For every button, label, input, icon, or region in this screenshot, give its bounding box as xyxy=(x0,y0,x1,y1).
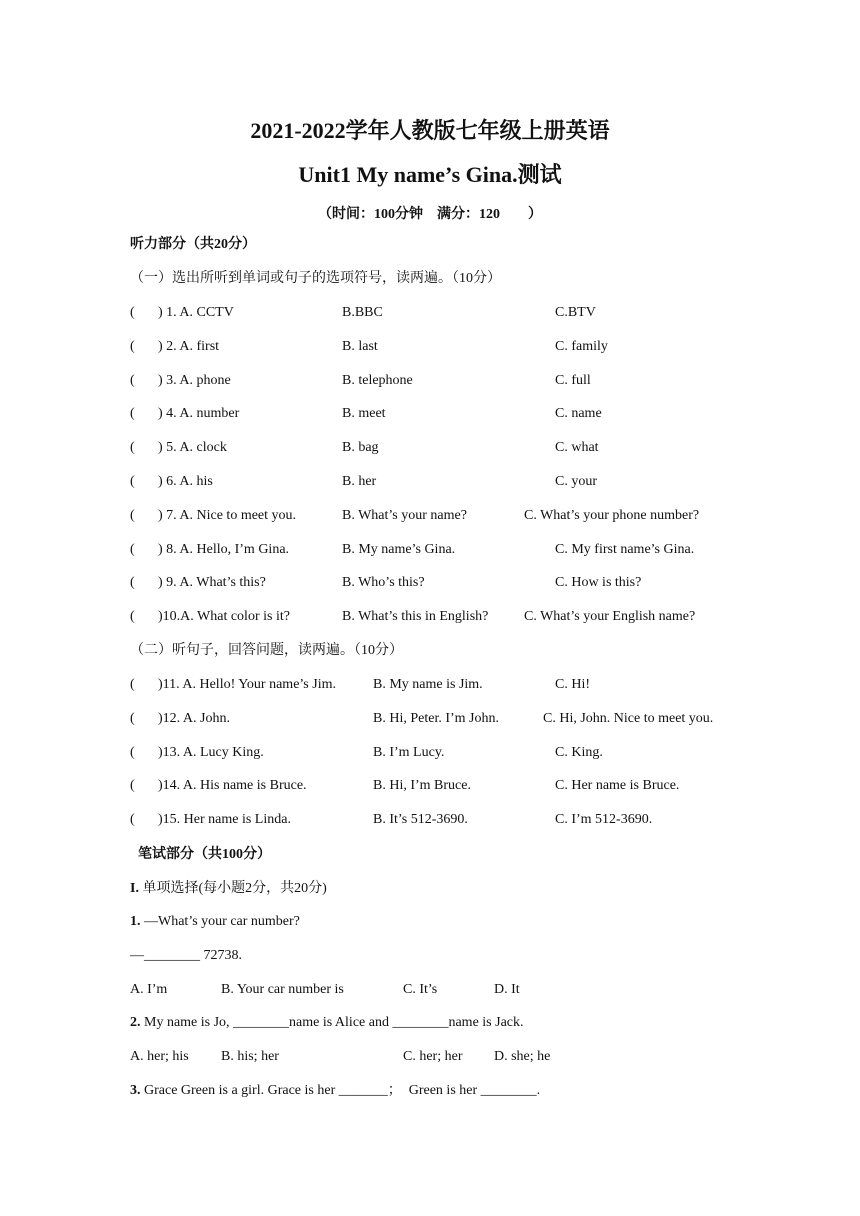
section1-heading xyxy=(130,879,327,899)
q1-number: 1. xyxy=(130,914,141,929)
section1-title: 单项选择(每小题2分，共20分) xyxy=(142,881,327,896)
option-c: C. Her name is Bruce. xyxy=(555,778,680,794)
answer-paren: ( xyxy=(130,372,135,388)
answer-paren: ( xyxy=(130,744,135,760)
option-b: B. It’s 512-3690. xyxy=(373,812,468,828)
option-c: C. What’s your English name? xyxy=(524,609,696,625)
part2-row xyxy=(0,810,860,830)
part2-row xyxy=(0,709,860,729)
part1-row xyxy=(0,472,860,492)
answer-paren: ( xyxy=(130,338,135,354)
answer-paren: ( xyxy=(130,609,135,625)
q2-options xyxy=(0,1047,860,1067)
section1-num: I. xyxy=(130,881,139,896)
option-b: B. Hi, Peter. I’m John. xyxy=(373,710,499,726)
option-a: ) 7. A. Nice to meet you. xyxy=(158,507,297,523)
part1-row xyxy=(0,540,860,560)
question-3 xyxy=(130,1081,540,1101)
option-b: B.BBC xyxy=(342,305,383,320)
option-c: C. I’m 512-3690. xyxy=(555,812,653,828)
answer-paren: ( xyxy=(130,778,135,794)
option-c: C. My first name’s Gina. xyxy=(555,541,695,557)
q2-text: My name is Jo, ________name is Alice and ________name is Jack. xyxy=(144,1015,524,1030)
part1-row xyxy=(0,506,860,526)
option-c: C. what xyxy=(555,440,599,456)
q2-number: 2. xyxy=(130,1015,141,1030)
option-b: B. What’s this in English? xyxy=(342,609,489,625)
answer-paren: ( xyxy=(130,474,135,489)
question-2 xyxy=(130,1013,524,1033)
option-c: C. full xyxy=(555,372,591,388)
answer-paren: ( xyxy=(130,812,135,828)
writing-heading: 笔试部分（共100分） xyxy=(138,847,271,862)
exam-meta: （时间：100分钟 满分：120 ） xyxy=(318,207,542,222)
question-1 xyxy=(130,912,300,932)
answer-paren: ( xyxy=(130,677,135,692)
q2-option-b: B. his; her xyxy=(221,1049,279,1064)
option-a: ) 2. A. first xyxy=(158,338,220,354)
option-c: C. How is this? xyxy=(555,575,642,591)
q1-options xyxy=(0,980,860,1000)
option-b: B. My name is Jim. xyxy=(373,677,483,692)
answer-paren: ( xyxy=(130,710,135,726)
option-b: B. telephone xyxy=(342,372,413,388)
q1-option-d: D. It xyxy=(494,982,520,997)
option-b: B. My name’s Gina. xyxy=(342,541,456,557)
part1-row xyxy=(0,438,860,458)
option-a: ) 3. A. phone xyxy=(158,372,231,388)
part2-heading: （二）听句子，回答问题，读两遍。（10分） xyxy=(130,643,403,658)
q1-option-a: A. I’m xyxy=(130,982,168,997)
option-c: C. Hi! xyxy=(555,677,590,692)
q2-option-d: D. she; he xyxy=(494,1049,551,1064)
answer-paren: ( xyxy=(130,406,135,422)
part2-row xyxy=(0,743,860,763)
answer-paren: ( xyxy=(130,440,135,456)
option-a: ) 9. A. What’s this? xyxy=(158,575,266,591)
page-title: 2021-2022学年人教版七年级上册英语 xyxy=(250,118,610,143)
option-c: C. your xyxy=(555,474,597,489)
option-a: ) 8. A. Hello, I’m Gina. xyxy=(158,541,290,557)
option-b: B. last xyxy=(342,338,378,354)
option-a: ) 6. A. his xyxy=(158,474,213,489)
answer-paren: ( xyxy=(130,507,135,523)
part2-row xyxy=(0,675,860,695)
part1-row xyxy=(0,607,860,627)
option-a: )15. Her name is Linda. xyxy=(158,812,291,828)
option-c: C. What’s your phone number? xyxy=(524,507,700,523)
option-c: C.BTV xyxy=(555,305,596,320)
answer-paren: ( xyxy=(130,541,135,557)
option-a: )12. A. John. xyxy=(158,710,230,726)
option-a: ) 4. A. number xyxy=(158,406,240,422)
option-c: C. Hi, John. Nice to meet you. xyxy=(543,710,714,726)
part1-row xyxy=(0,337,860,357)
option-c: C. name xyxy=(555,406,602,422)
q1-option-b: B. Your car number is xyxy=(221,982,344,997)
page-subtitle: Unit1 My name’s Gina.测试 xyxy=(298,162,562,187)
option-a: )14. A. His name is Bruce. xyxy=(158,778,307,794)
part1-row xyxy=(0,404,860,424)
q1-answer-line: —________ 72738. xyxy=(130,948,242,963)
option-b: B. I’m Lucy. xyxy=(373,744,445,760)
option-b: B. Who’s this? xyxy=(342,575,425,591)
option-b: B. What’s your name? xyxy=(342,507,467,523)
q2-option-c: C. her; her xyxy=(403,1049,463,1064)
option-a: )10.A. What color is it? xyxy=(158,609,290,625)
option-a: )11. A. Hello! Your name’s Jim. xyxy=(158,677,336,692)
listening-heading: 听力部分（共20分） xyxy=(130,237,256,252)
part2-row xyxy=(0,776,860,796)
option-a: )13. A. Lucy King. xyxy=(158,744,264,760)
part1-heading: （一）选出所听到单词或句子的选项符号，读两遍。（10分） xyxy=(130,271,501,286)
option-c: C. family xyxy=(555,338,608,354)
part1-row xyxy=(0,573,860,593)
option-c: C. King. xyxy=(555,744,603,760)
q1-text: —What’s your car number? xyxy=(144,914,300,929)
q3-text: Grace Green is a girl. Grace is her _______； Green is her ________. xyxy=(144,1083,541,1098)
q3-number: 3. xyxy=(130,1083,141,1098)
part1-row xyxy=(0,371,860,391)
option-a: ) 1. A. CCTV xyxy=(158,305,234,320)
option-b: B. her xyxy=(342,474,377,489)
answer-paren: ( xyxy=(130,305,135,320)
option-a: ) 5. A. clock xyxy=(158,440,227,456)
answer-paren: ( xyxy=(130,575,135,591)
option-b: B. meet xyxy=(342,406,386,422)
part1-row xyxy=(0,303,860,323)
q1-option-c: C. It’s xyxy=(403,982,438,997)
q2-option-a: A. her; his xyxy=(130,1049,189,1064)
option-b: B. Hi, I’m Bruce. xyxy=(373,778,471,794)
option-b: B. bag xyxy=(342,440,379,456)
